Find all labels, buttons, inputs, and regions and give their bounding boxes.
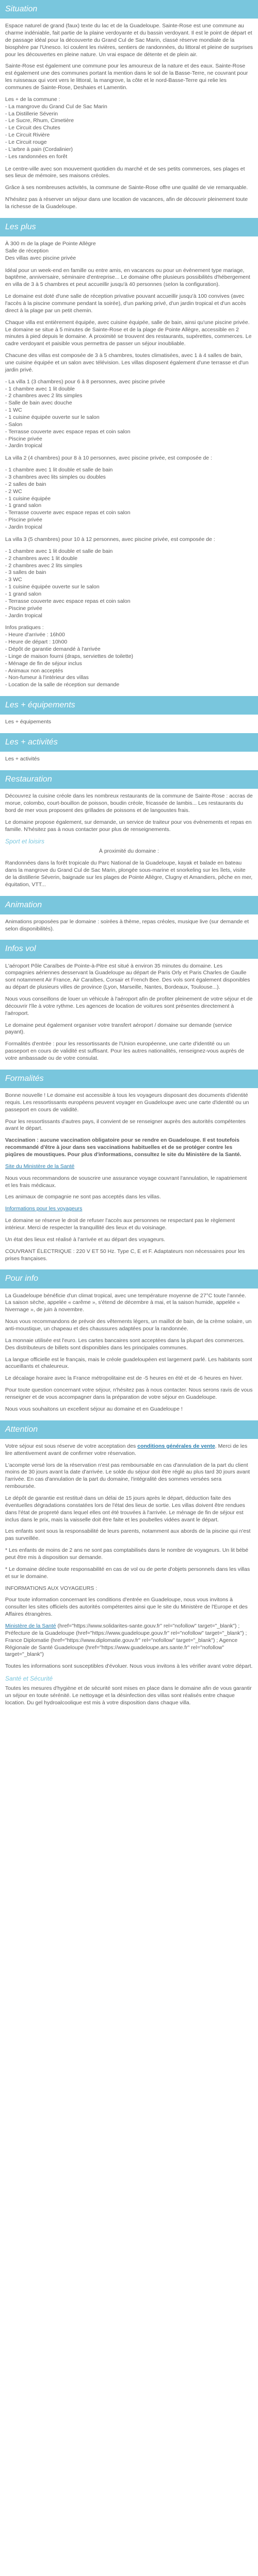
paragraph: Animations proposées par le domaine : soirées à thème, repas créoles, musique live (sur demande et selon disponibilités). bbox=[5, 918, 249, 932]
villa-2-list bbox=[5, 467, 253, 531]
paragraph: L'acompte versé lors de la réservation n'est pas remboursable en cas d'annulation de la part du client moins de 30 jours avant la date d'arrivée. Le solde du séjour doit être réglé au plus tard 30 jours avant l'arrivée. En cas d'annulation de la part du domaine, l'intégralité des sommes versées sera remboursée. bbox=[5, 1462, 250, 1490]
plus-summary bbox=[5, 241, 253, 262]
paragraph: Nous vous conseillons de louer un véhicule à l'aéroport afin de profiter pleinement de votre séjour et de découvrir l'île à votre rythme. Les agences de location de voitures sont présentes directement à l'aéroport. bbox=[5, 995, 253, 1016]
list-item: - Le Circuit des Chutes bbox=[5, 125, 60, 131]
paragraph: Un état des lieux est réalisé à l'arrivée et au départ des voyageurs. bbox=[5, 1236, 166, 1243]
paragraph: Le domaine est doté d'une salle de réception privative pouvant accueillir jusqu'à 100 convives (avec l'accès à la piscine commune pendant la soirée), d'un parking privé, d'un jardin tropical et d'un accès direct à la plage par un petit chemin. bbox=[5, 293, 246, 314]
paragraph: * Le domaine décline toute responsabilité en cas de vol ou de perte d'objets personnels dans les villas et sur le domaine. bbox=[5, 1566, 250, 1580]
list-item: - Heure d'arrivée : 16h00 bbox=[5, 632, 65, 638]
section-plus bbox=[0, 241, 258, 689]
section-header-equipements: Les + équipements bbox=[0, 696, 258, 715]
list-item: Infos pratiques : bbox=[5, 624, 44, 631]
paragraph: Les animaux de compagnie ne sont pas acceptés dans les villas. bbox=[5, 1194, 161, 1200]
paragraph: Le domaine se réserve le droit de refuser l'accès aux personnes ne respectant pas le règlement intérieur. Merci de respecter la tranquillité des lieux et du voisinage. bbox=[5, 1217, 235, 1231]
section-header-formalites: Formalités bbox=[0, 1070, 258, 1088]
paragraph: Nous vous recommandons de prévoir des vêtements légers, un maillot de bain, de la crème solaire, un anti-moustique, un chapeau et des chaussures adaptées pour la randonnée. bbox=[5, 1318, 252, 1332]
section-pour-info bbox=[0, 1293, 258, 1413]
paragraph: Pour toute information concernant les conditions d'entrée en Guadeloupe, nous vous invitons à consulter les sites officiels des autorités compétentes ainsi que le site du Ministère de l'Europe et des Affaires étrangères. bbox=[5, 1597, 248, 1618]
subheading-sport: Sport et loisirs bbox=[5, 838, 45, 845]
list-item: - 1 grand salon bbox=[5, 590, 42, 597]
paragraph: Le dépôt de garantie est restitué dans un délai de 15 jours après le départ, déduction faite des éventuelles dégradations constatées lors de l'état des lieux de sortie. Les villas doivent être rendues dans l'état de propreté dans lequel elles ont été trouvées à l'arrivée. Le ménage de fin de séjour est inclus dans le prix, mais la vaisselle doit être faite et les poubelles vidées avant le départ. bbox=[5, 1495, 245, 1523]
paragraph: Formalités d'entrée : pour les ressortissants de l'Union européenne, une carte d'identité ou un passeport en cours de validité est suffisant. Pour les autres nationalités, renseignez-vous auprès de votre ambassade ou de votre consulat. bbox=[5, 1041, 245, 1061]
list-item: - La Distillerie Séverin bbox=[5, 110, 58, 117]
list-item: - 3 salles de bain bbox=[5, 569, 46, 576]
paragraph: Idéal pour un week-end en famille ou entre amis, en vacances ou pour un évènement type mariage, baptême, anniversaire, séminaire d'entreprise... Le domaine offre plusieurs possibilités d'hébergement en villa de 3 à 5 chambres et peut accueillir jusqu'à 40 personnes (selon la configuration). bbox=[5, 267, 250, 288]
highlights-list bbox=[5, 96, 253, 161]
list-item: - La villa 1 (3 chambres) pour 6 à 8 personnes, avec piscine privée bbox=[5, 378, 165, 385]
list-item: - 2 chambres avec 2 lits simples bbox=[5, 562, 83, 569]
list-item: - Dépôt de garantie demandé à l'arrivée bbox=[5, 646, 101, 652]
list-item: - 2 WC bbox=[5, 488, 22, 495]
section-header-situation: Situation bbox=[0, 0, 258, 19]
list-item: - 1 grand salon bbox=[5, 502, 42, 509]
list-item: - Terrasse couverte avec espace repas et coin salon bbox=[5, 428, 131, 435]
paragraph: Les + activités bbox=[5, 756, 40, 762]
paragraph: Le décalage horaire avec la France métropolitaine est de -5 heures en été et de -6 heures en hiver. bbox=[5, 1375, 243, 1382]
text: . Merci de les lire attentivement avant de confirmer votre réservation. bbox=[5, 1443, 248, 1456]
paragraph: COUVRANT ÉLECTRIQUE : 220 V ET 50 Hz. Type C, E et F. Adaptateurs non nécessaires pour les prises françaises. bbox=[5, 1248, 245, 1262]
paragraph: La villa 3 (5 chambres) pour 10 à 12 personnes, avec piscine privée, est composée de : bbox=[5, 536, 215, 543]
list-item: - Jardin tropical bbox=[5, 612, 42, 619]
list-item: - Le Sucre, Rhum, Cimetière bbox=[5, 117, 74, 124]
paragraph bbox=[5, 1443, 253, 1458]
section-header-activites: Les + activités bbox=[0, 733, 258, 752]
list-item: - Ménage de fin de séjour inclus bbox=[5, 660, 82, 667]
text: (href="https://www.solidarites-sante.gouv.fr" rel="nofollow" target="_blank") ; Préfecture de la Guadeloupe (href="https://www.guadeloupe.gouv.fr" rel="nofollow" target="_blank") ; France Diplomatie (href="https://www.diplomatie.gouv.fr" rel="nofollow" target="_blank") ; Agence Régionale de Santé Guadeloupe (href="https://www.guadeloupe.ars.sante.fr" rel="nofollow" target="_blank") bbox=[5, 1622, 247, 1658]
section-header-pour-info: Pour info bbox=[0, 1269, 258, 1288]
section-activites bbox=[0, 756, 258, 763]
paragraph: Pour les ressortissants d'autres pays, il convient de se renseigner auprès des autorités compétentes avant le départ. bbox=[5, 1118, 246, 1132]
list-item: - Piscine privée bbox=[5, 605, 42, 612]
villa-1-list bbox=[5, 379, 253, 450]
section-header-infos-vol: Infos vol bbox=[0, 940, 258, 958]
paragraph: Le centre-ville avec son mouvement quotidien du marché et de ses petits commerces, ses plages et ses lieux de mémoire, ses maisons créoles. bbox=[5, 165, 245, 179]
section-formalites bbox=[0, 1092, 258, 1262]
voyageurs-info-link[interactable]: Informations pour les voyageurs bbox=[5, 1206, 83, 1212]
list-item: À 300 m de la plage de Pointe Allègre bbox=[5, 240, 96, 247]
list-item: - Terrasse couverte avec espace repas et coin salon bbox=[5, 510, 131, 516]
paragraph: Chacune des villas est composée de 3 à 5 chambres, toutes climatisées, avec 1 à 4 salles de bain, une cuisine équipée et un salon avec télévision. Les villas disposent également d'une terrasse et d'un jardin privé. bbox=[5, 352, 249, 373]
paragraph: Chaque villa est entièrement équipée, avec cuisine équipée, salle de bain, ainsi qu'une piscine privée. Le domaine se situe à 5 minutes de Sainte-Rose et de la plage de Pointe Allègre, accessible en 2 minutes à pied depuis le domaine. À proximité se trouvent des restaurants, supérettes, commerces. Le cadre verdoyant et paisible vous permettra de passer un séjour inoubliable. bbox=[5, 319, 252, 347]
paragraph: Pour toute question concernant votre séjour, n'hésitez pas à nous contacter. Nous serons ravis de vous renseigner et de vous accompagner dans la préparation de votre séjour en Guadeloupe. bbox=[5, 1387, 253, 1400]
paragraph: Les + équipements bbox=[5, 719, 52, 725]
paragraph: Grâce à ses nombreuses activités, la commune de Sainte-Rose offre une qualité de vie remarquable. bbox=[5, 184, 248, 191]
list-item: - Le Circuit rouge bbox=[5, 139, 47, 145]
list-item: - Jardin tropical bbox=[5, 443, 42, 449]
list-item: - Heure de départ : 10h00 bbox=[5, 639, 68, 646]
paragraph: Bonne nouvelle ! Le domaine est accessible à tous les voyageurs disposant des documents d'identité requis. Les ressortissants européens peuvent voyager en Guadeloupe avec une carte d'identité ou un passeport en cours de validité. bbox=[5, 1092, 249, 1113]
list-item: - 1 WC bbox=[5, 407, 22, 414]
paragraph: Découvrez la cuisine créole dans les nombreux restaurants de la commune de Sainte-Rose : accras de morue, colombo, court-bouillon de poisson, boudin créole, fricassée de lambis... Les restaurants du bord de mer vous proposent des grillades de poissons et de langoustes frais. bbox=[5, 793, 253, 814]
paragraph: La Guadeloupe bénéficie d'un climat tropical, avec une température moyenne de 27°C toute l'année. La saison sèche, appelée « carême », s'étend de décembre à mai, et la saison humide, appelée « hivernage », de juin à novembre. bbox=[5, 1292, 247, 1313]
list-item: - La mangrove du Grand Cul de Sac Marin bbox=[5, 103, 107, 110]
list-item: - L'arbre à pain (Cordalinier) bbox=[5, 146, 73, 152]
ministere-link[interactable]: Ministère de la Santé bbox=[5, 1622, 56, 1629]
practical-info-list bbox=[5, 624, 253, 689]
paragraph: Randonnées dans la forêt tropicale du Parc National de la Guadeloupe, kayak et balade en bateau dans la mangrove du Grand Cul de Sac Marin, plongée sous-marine et snorkeling sur les îlets, visite de la distillerie Séverin, baignade sur les plages de Pointe Allègre, Clugny et Amandiers, pêche en mer, équitation, VTT... bbox=[5, 860, 253, 888]
section-restauration bbox=[0, 793, 258, 888]
paragraph: INFORMATIONS AUX VOYAGEURS : bbox=[5, 1585, 98, 1591]
text: Votre séjour est sous réserve de votre acceptation des bbox=[5, 1443, 136, 1449]
paragraph: L'aéroport Pôle Caraïbes de Pointe-à-Pitre est situé à environ 35 minutes du domaine. Les compagnies aériennes desservant la Guadeloupe au départ de Paris Orly et Paris Charles de Gaulle sont notamment Air France, Air Caraïbes, Corsair et French Bee. Des vols sont également disponibles au départ de plusieurs villes de province (Lyon, Marseille, Nantes, Bordeaux, Toulouse...). bbox=[5, 962, 250, 991]
list-item: - 3 WC bbox=[5, 577, 22, 583]
section-header-attention: Attention bbox=[0, 1420, 258, 1439]
list-item: - 1 cuisine équipée bbox=[5, 495, 51, 502]
list-item: - 2 salles de bain bbox=[5, 481, 46, 487]
paragraph: Les enfants sont sous la responsabilité de leurs parents, notamment aux abords de la piscine qui n'est pas surveillée. bbox=[5, 1528, 251, 1542]
paragraph: Le domaine peut également organiser votre transfert aéroport / domaine sur demande (service payant). bbox=[5, 1022, 232, 1036]
list-item: - Animaux non acceptés bbox=[5, 667, 63, 674]
paragraph: Toutes les mesures d'hygiène et de sécurité sont mises en place dans le domaine afin de vous garantir un séjour en toute sérénité. Le nettoyage et la désinfection des villas sont réalisés entre chaque location. Du gel hydroalcoolique est mis à votre disposition dans chaque villa. bbox=[5, 1685, 252, 1706]
paragraph: À proximité du domaine : bbox=[99, 848, 159, 855]
section-header-restauration: Restauration bbox=[0, 770, 258, 789]
paragraph: Nous vous recommandons de souscrire une assurance voyage couvrant l'annulation, le rapatriement et les frais médicaux. bbox=[5, 1175, 247, 1189]
section-infos-vol bbox=[0, 963, 258, 1062]
list-item: - Salle de bain avec douche bbox=[5, 400, 72, 406]
list-item: Des villas avec piscine privée bbox=[5, 255, 76, 261]
section-header-animation: Animation bbox=[0, 896, 258, 914]
list-item: - Le Circuit Rivière bbox=[5, 132, 50, 139]
paragraph: Le domaine propose également, sur demande, un service de traiteur pour vos évènements et repas en famille. N'hésitez pas à nous contacter pour plus de renseignements. bbox=[5, 819, 252, 833]
ministere-sante-link[interactable]: Site du Ministère de la Santé bbox=[5, 1163, 75, 1170]
paragraph: Toutes les informations sont susceptibles d'évoluer. Nous vous invitons à les vérifier avant votre départ. bbox=[5, 1663, 253, 1670]
subheading-sante: Santé et Sécurité bbox=[5, 1675, 53, 1683]
paragraph: Nous vous souhaitons un excellent séjour au domaine et en Guadeloupe ! bbox=[5, 1405, 183, 1412]
list-item: - Les randonnées en forêt bbox=[5, 153, 68, 160]
paragraph: N'hésitez pas à réserver un séjour dans une location de vacances, afin de découvrir pleinement toute la richesse de la Guadeloupe. bbox=[5, 196, 248, 210]
section-attention bbox=[0, 1443, 258, 1707]
list-item: - 1 chambre avec 1 lit double et salle de bain bbox=[5, 467, 113, 473]
list-item: - 2 chambres avec 2 lits simples bbox=[5, 393, 83, 399]
list-item: Salle de réception bbox=[5, 247, 49, 254]
list-item: - 1 cuisine équipée ouverte sur le salon bbox=[5, 414, 100, 421]
paragraph-bold: Vaccination : aucune vaccination obligatoire pour se rendre en Guadeloupe. Il est toutefois recommandé d'être à jour dans ses vaccinations habituelles et de se protéger contre les piqûres de moustiques. Pour plus d'informations, consultez le site du Ministère de la Santé. bbox=[5, 1137, 241, 1158]
list-item: - 2 chambres avec 1 lit double bbox=[5, 555, 78, 562]
paragraph: La villa 2 (4 chambres) pour 8 à 10 personnes, avec piscine privée, est composée de : bbox=[5, 455, 212, 462]
section-header-plus: Les plus bbox=[0, 218, 258, 236]
list-item: - Piscine privée bbox=[5, 435, 42, 442]
section-animation bbox=[0, 919, 258, 933]
list-item: - Piscine privée bbox=[5, 517, 42, 523]
section-situation bbox=[0, 23, 258, 211]
cgv-link[interactable]: conditions générales de vente bbox=[137, 1443, 215, 1449]
list-item: - Location de la salle de réception sur demande bbox=[5, 682, 120, 688]
villa-3-list bbox=[5, 548, 253, 620]
paragraph bbox=[5, 1623, 253, 1658]
list-item: - Jardin tropical bbox=[5, 524, 42, 531]
paragraph: La langue officielle est le français, mais le créole guadeloupéen est largement parlé. Les habitants sont accueillants et chaleureux. bbox=[5, 1356, 252, 1370]
paragraph: Sainte-Rose est également une commune pour les amoureux de la nature et des eaux. Sainte-Rose est également une des communes portant la mention dans le sol de la Basse-Terre, ne couvrant pour les ruisseaux qui vont vers le littoral, la mangrove, la côte et le nord-Basse-Terre qui relie les communes de Sainte-Rose, Deshaies et Lamentin. bbox=[5, 63, 248, 91]
section-equipements bbox=[0, 719, 258, 726]
paragraph: La monnaie utilisée est l'euro. Les cartes bancaires sont acceptées dans la plupart des commerces. Des distributeurs de billets sont disponibles dans les principales communes. bbox=[5, 1337, 245, 1351]
list-item: - Terrasse couverte avec espace repas et coin salon bbox=[5, 598, 131, 604]
list-item: - 3 chambres avec lits simples ou doubles bbox=[5, 474, 106, 481]
list-item: - Linge de maison fourni (draps, serviettes de toilette) bbox=[5, 653, 134, 659]
list-item: Les + de la commune : bbox=[5, 96, 60, 103]
list-item: - Salon bbox=[5, 421, 23, 428]
list-item: - 1 chambre avec 1 lit double et salle de bain bbox=[5, 548, 113, 554]
paragraph: * Les enfants de moins de 2 ans ne sont pas comptabilisés dans le nombre de voyageurs. Un lit bébé peut être mis à disposition sur demande. bbox=[5, 1547, 249, 1561]
paragraph: Espace naturel de grand (faux) texte du lac et de la Guadeloupe. Sainte-Rose est une commune au charme indéniable, fait partie de la plaine verdoyante et du bassin verdoyant. Il est le point de départ et de passage idéal pour la découverte du Grand Cul de Sac Marin, classé réserve mondiale de la biosphère par l'Unesco. Ici coulent les rivières, sentiers de randonnées, du littoral et pleine de surprises pour les découvertes en pleine nature. Un vrai espace de détente et de plein air. bbox=[5, 23, 253, 58]
list-item: - Non-fumeur à l'intérieur des villas bbox=[5, 674, 89, 681]
list-item: - 1 cuisine équipée ouverte sur le salon bbox=[5, 584, 100, 590]
list-item: - 1 chambre avec 1 lit double bbox=[5, 385, 75, 392]
